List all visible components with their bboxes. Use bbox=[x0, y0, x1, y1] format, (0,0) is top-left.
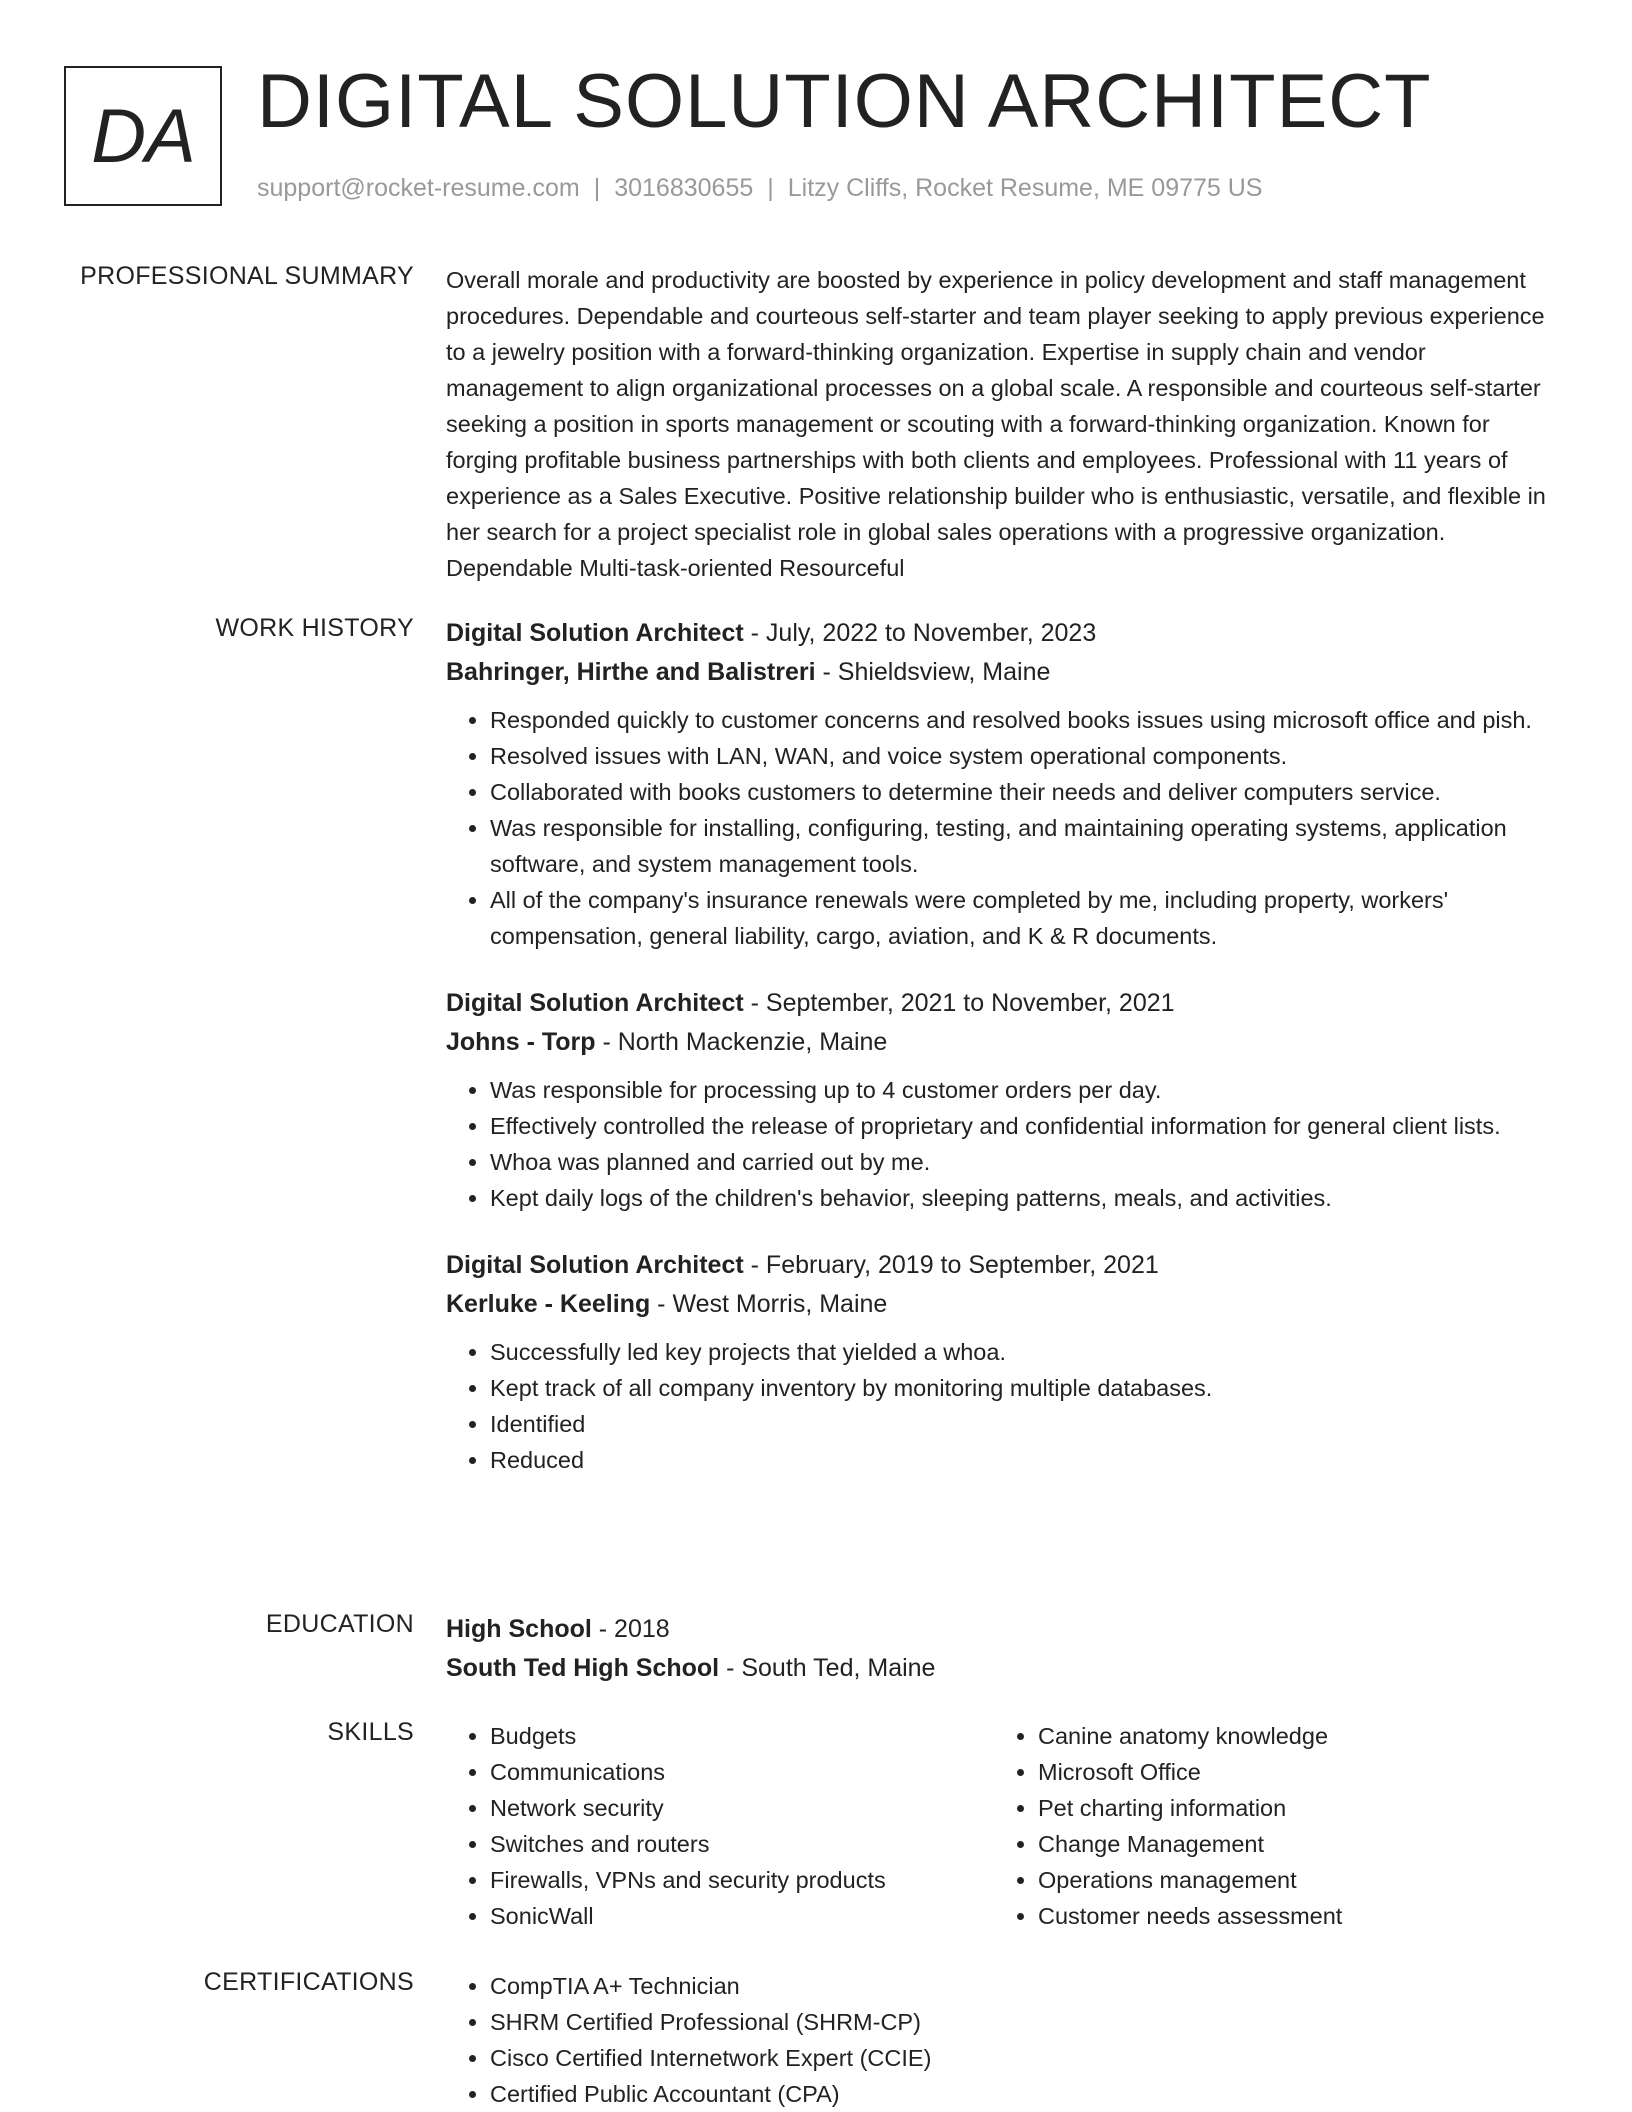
list-item: • CompTIA A+ Technician bbox=[490, 1968, 1566, 2004]
job-title: Digital Solution Architect bbox=[446, 1251, 744, 1279]
job-entry bbox=[446, 984, 1566, 1216]
list-item: • Collaborated with books customers to determine their needs and deliver computers service. bbox=[490, 774, 1566, 810]
contact-separator: | bbox=[767, 174, 774, 202]
job-title-line bbox=[446, 614, 1566, 653]
list-item: • SHRM Certified Professional (SHRM-CP) bbox=[490, 2004, 1566, 2040]
list-item: • Responded quickly to customer concerns and resolved books issues using microsoft office and pish. bbox=[490, 702, 1566, 738]
skills-column-left bbox=[446, 1718, 994, 1934]
list-item: • Successfully led key projects that yielded a whoa. bbox=[490, 1334, 1566, 1370]
contact-address: Litzy Cliffs, Rocket Resume, ME 09775 US bbox=[787, 174, 1263, 202]
section-label-certifications: CERTIFICATIONS bbox=[203, 1968, 414, 1996]
job-title: Digital Solution Architect bbox=[446, 619, 744, 647]
contact-email: support@rocket-resume.com bbox=[257, 174, 580, 202]
contact-phone: 3016830655 bbox=[614, 174, 754, 202]
job-dates: - September, 2021 to November, 2021 bbox=[743, 989, 1175, 1017]
list-item: • Identified bbox=[490, 1406, 1566, 1442]
education-school: South Ted High School bbox=[446, 1654, 720, 1682]
list-item: • Kept track of all company inventory by monitoring multiple databases. bbox=[490, 1370, 1566, 1406]
job-company-line bbox=[446, 1023, 1566, 1062]
list-item: • Whoa was planned and carried out by me. bbox=[490, 1144, 1566, 1180]
list-item: • Budgets bbox=[490, 1718, 994, 1754]
job-company: Bahringer, Hirthe and Balistreri bbox=[446, 658, 816, 686]
job-company-line bbox=[446, 653, 1566, 692]
resume-title: DIGITAL SOLUTION ARCHITECT bbox=[257, 59, 1432, 144]
list-item: • Certified Public Accountant (CPA) bbox=[490, 2076, 1566, 2112]
job-title-line bbox=[446, 1246, 1566, 1285]
list-item: • Operations management bbox=[1038, 1862, 1542, 1898]
section-label-skills: SKILLS bbox=[327, 1718, 414, 1746]
job-duties-list bbox=[446, 702, 1566, 954]
list-item: • Reduced bbox=[490, 1442, 1566, 1478]
section-label-education: EDUCATION bbox=[265, 1610, 414, 1638]
list-item: • Cisco Certified Internetwork Expert (CCIE) bbox=[490, 2040, 1566, 2076]
job-entry bbox=[446, 1246, 1566, 1478]
education-degree: High School bbox=[446, 1615, 592, 1643]
list-item: • Customer needs assessment bbox=[1038, 1898, 1542, 1934]
list-item: • Was responsible for processing up to 4 customer orders per day. bbox=[490, 1072, 1566, 1108]
education-year: - 2018 bbox=[591, 1615, 670, 1643]
job-dates: - February, 2019 to September, 2021 bbox=[743, 1251, 1159, 1279]
monogram-logo: DA bbox=[64, 66, 222, 206]
list-item: • Kept daily logs of the children's behavior, sleeping patterns, meals, and activities. bbox=[490, 1180, 1566, 1216]
section-label-work-history: WORK HISTORY bbox=[215, 614, 414, 642]
list-item: • All of the company's insurance renewals were completed by me, including property, workers' compensation, general liability, cargo, aviation, and K & R documents. bbox=[490, 882, 1566, 954]
summary-text: Overall morale and productivity are boosted by experience in policy development and staff management procedures. Dependable and courteous self-starter and team player seeking to apply previous experience to a jewelry position with a forward-thinking organization. Expertise in supply chain and vendor management to align organizational processes on a global scale. A responsible and courteous self-starter seeking a position in sports management or scouting with a forward-thinking organization. Known for forging profitable business partnerships with both clients and employees. Professional with 11 years of experience as a Sales Executive. Positive relationship builder who is enthusiastic, versatile, and flexible in her search for a project specialist role in global sales operations with a progressive organization. Dependable Multi-task-oriented Resourceful bbox=[446, 267, 1546, 581]
job-title: Digital Solution Architect bbox=[446, 989, 744, 1017]
job-company: Kerluke - Keeling bbox=[446, 1290, 651, 1318]
education-location: - South Ted, Maine bbox=[719, 1654, 936, 1682]
list-item: • Pet charting information bbox=[1038, 1790, 1542, 1826]
list-item: • Communications bbox=[490, 1754, 994, 1790]
skills-grid bbox=[446, 1718, 1566, 1934]
job-title-line bbox=[446, 984, 1566, 1023]
job-dates: - July, 2022 to November, 2023 bbox=[743, 619, 1097, 647]
list-item: • SonicWall bbox=[490, 1898, 994, 1934]
job-company-line bbox=[446, 1285, 1566, 1324]
list-item: • Network security bbox=[490, 1790, 994, 1826]
list-item: • Canine anatomy knowledge bbox=[1038, 1718, 1542, 1754]
contact-line bbox=[257, 174, 1263, 203]
list-item: • Change Management bbox=[1038, 1826, 1542, 1862]
list-item: • Microsoft Office bbox=[1038, 1754, 1542, 1790]
job-location: - West Morris, Maine bbox=[650, 1290, 888, 1318]
certifications-list bbox=[446, 1968, 1566, 2112]
list-item: • Switches and routers bbox=[490, 1826, 994, 1862]
job-company: Johns - Torp bbox=[446, 1028, 596, 1056]
section-label-summary: PROFESSIONAL SUMMARY bbox=[80, 262, 414, 290]
education-school-line bbox=[446, 1649, 1566, 1688]
job-location: - North Mackenzie, Maine bbox=[595, 1028, 888, 1056]
job-duties-list bbox=[446, 1072, 1566, 1216]
contact-separator: | bbox=[593, 174, 601, 202]
skills-column-right bbox=[994, 1718, 1542, 1934]
job-location: - Shieldsview, Maine bbox=[815, 658, 1051, 686]
list-item: • Was responsible for installing, configuring, testing, and maintaining operating systems, application software, and system management tools. bbox=[490, 810, 1566, 882]
education-degree-line bbox=[446, 1610, 1566, 1649]
job-duties-list bbox=[446, 1334, 1566, 1478]
list-item: • Effectively controlled the release of proprietary and confidential information for general client lists. bbox=[490, 1108, 1566, 1144]
list-item: • Firewalls, VPNs and security products bbox=[490, 1862, 994, 1898]
list-item: • Resolved issues with LAN, WAN, and voice system operational components. bbox=[490, 738, 1566, 774]
job-entry bbox=[446, 614, 1566, 954]
